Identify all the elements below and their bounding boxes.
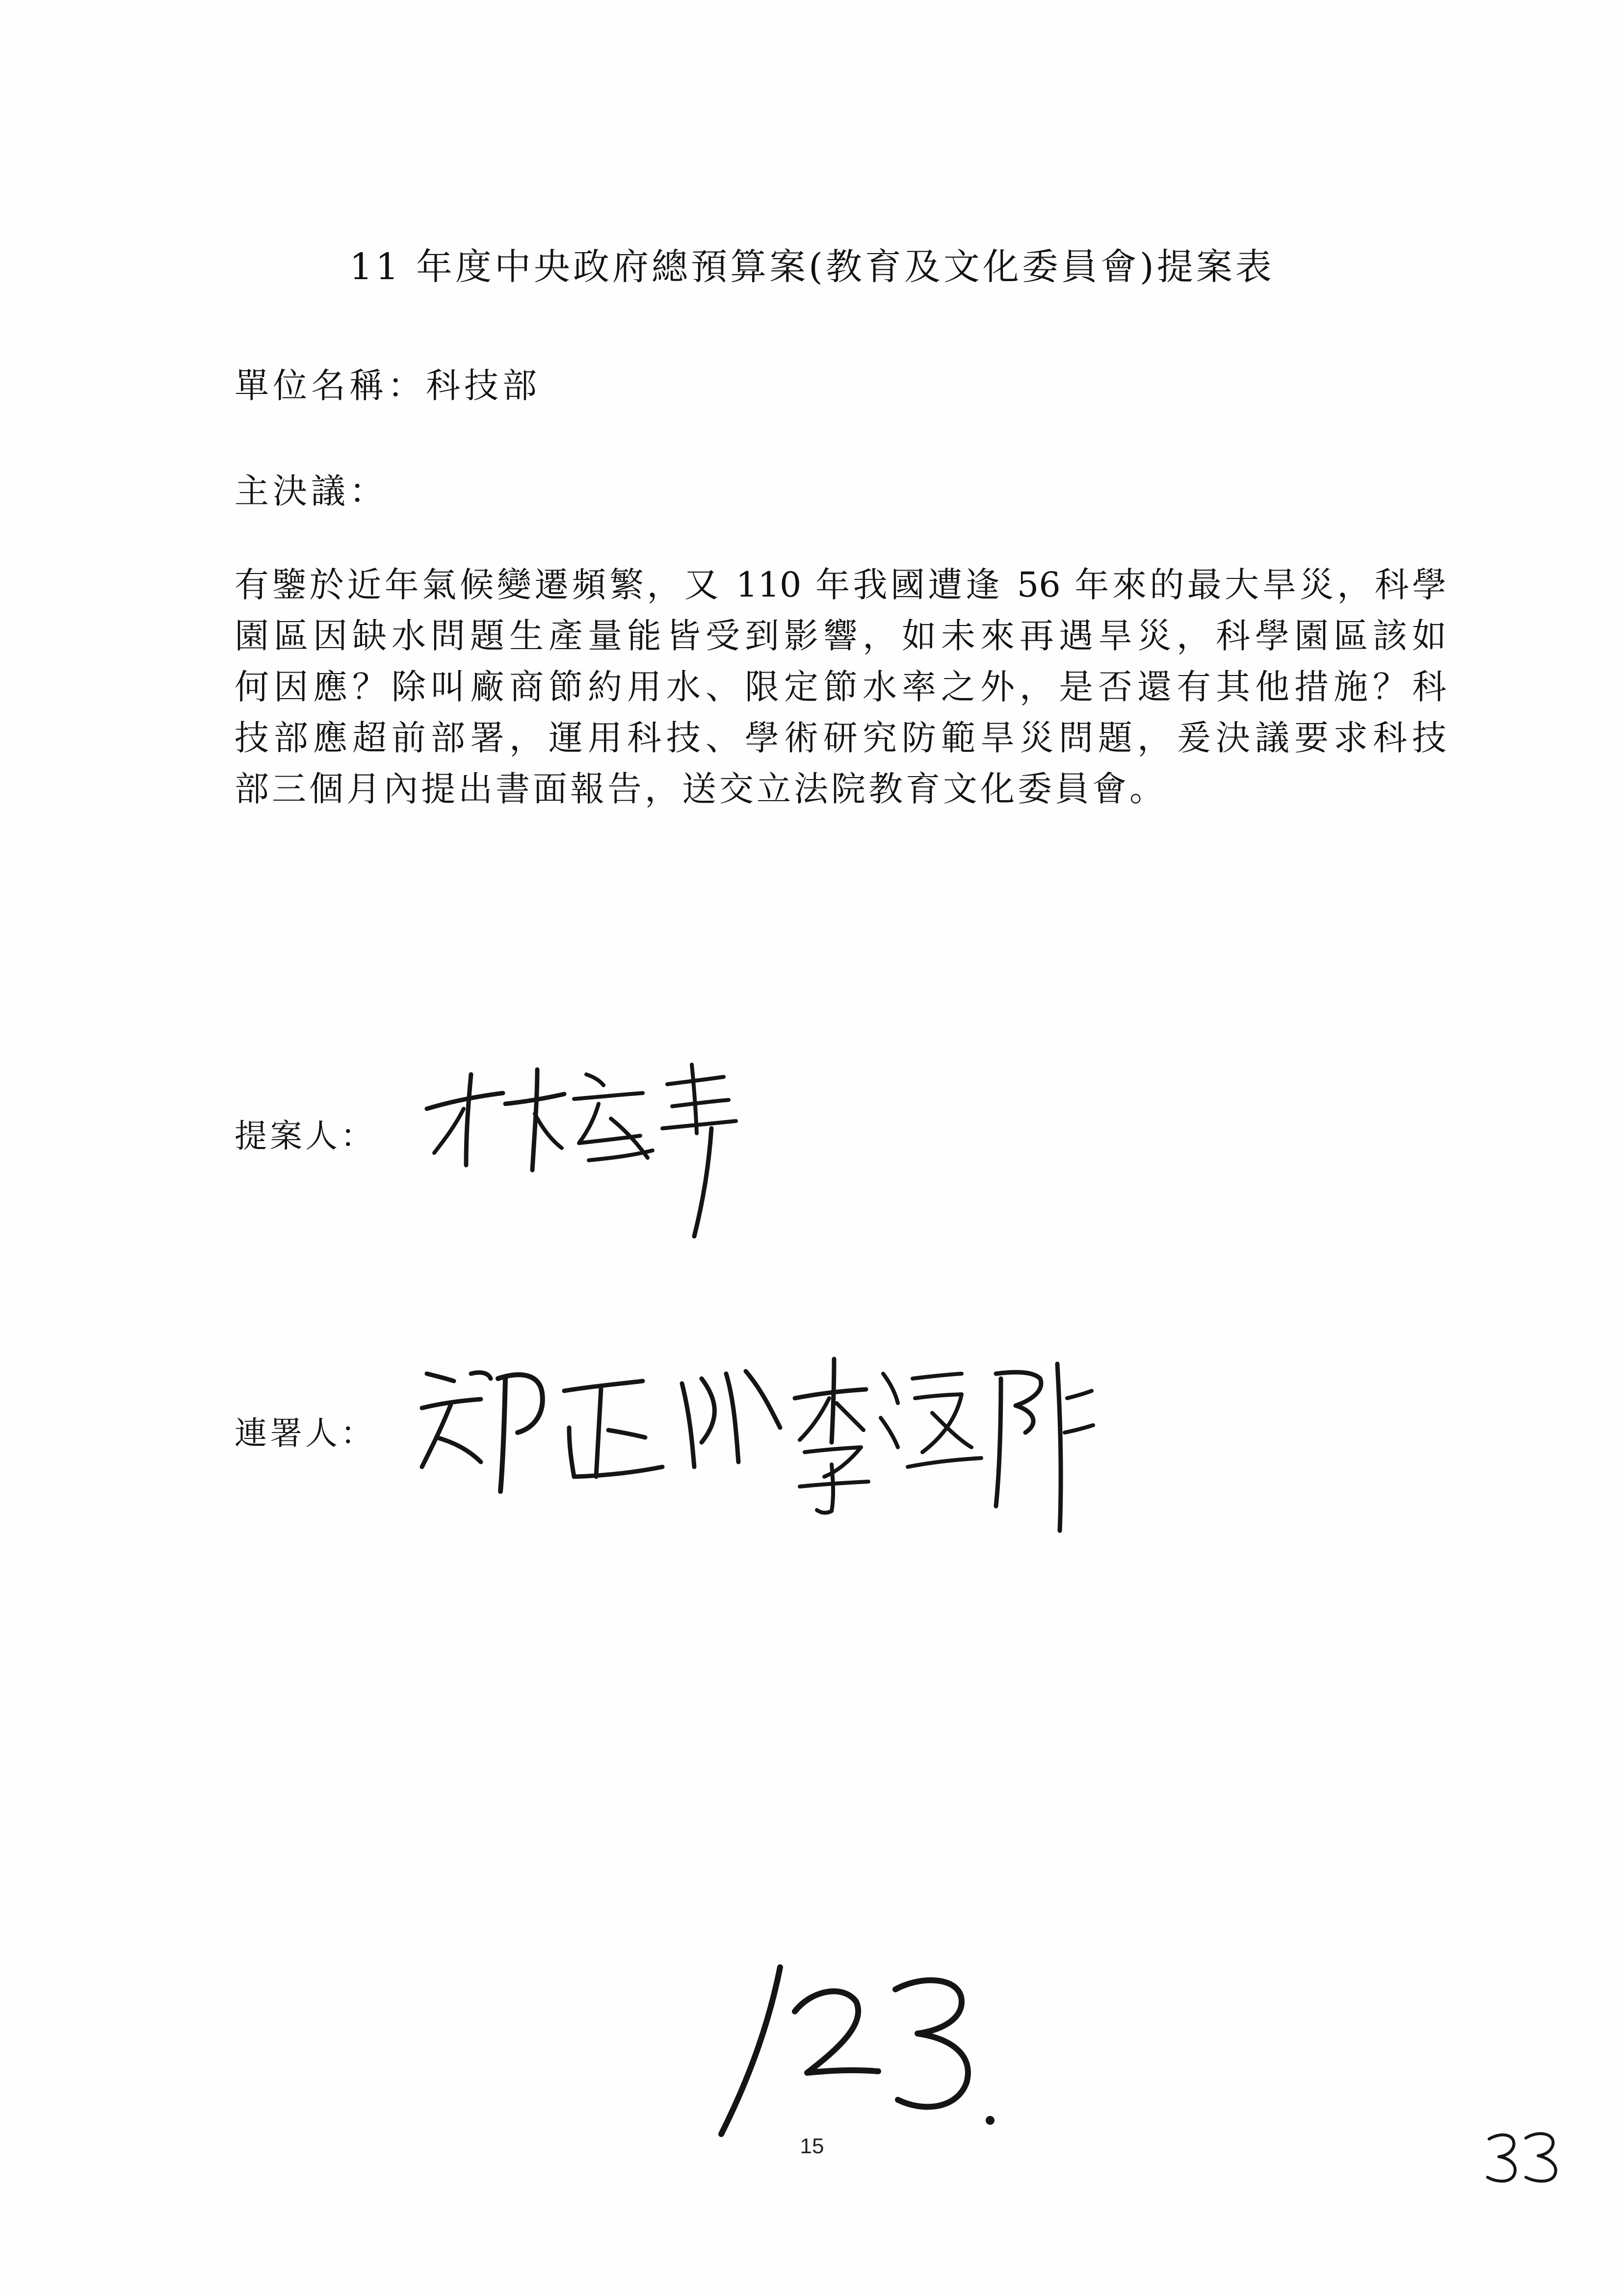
cosigner-signature-2 — [785, 1344, 1099, 1540]
cosigner-label: 連署人： — [235, 1414, 376, 1452]
page-number: 15 — [800, 2134, 824, 2158]
body-line-3: 何因應？除叫廠商節約用水、限定節水率之外，是否還有其他措施？科 — [235, 667, 1446, 707]
resolution-body — [235, 559, 1446, 814]
proposer-signature — [417, 1055, 760, 1251]
corner-number — [1482, 2124, 1565, 2190]
unit-name-line: 單位名稱：科技部 — [235, 365, 541, 406]
main-resolution-label: 主決議： — [235, 471, 388, 511]
body-line-4: 技部應超前部署，運用科技、學術研究防範旱災問題，爰決議要求科技 — [235, 718, 1446, 758]
handwritten-number — [707, 1943, 1021, 2151]
document-title: 11 年度中央政府總預算案(教育及文化委員會)提案表 — [349, 246, 1275, 288]
body-line-1: 有鑒於近年氣候變遷頻繁，又 110 年我國遭逢 56 年來的最大旱災，科學 — [235, 565, 1446, 605]
body-line-5: 部三個月內提出書面報告，送交立法院教育文化委員會。 — [235, 769, 1167, 809]
body-line-2: 園區因缺水問題生產量能皆受到影響，如未來再遇旱災，科學園區該如 — [235, 616, 1446, 656]
proposer-label: 提案人： — [235, 1117, 376, 1155]
cosigner-signature-1 — [407, 1344, 790, 1506]
